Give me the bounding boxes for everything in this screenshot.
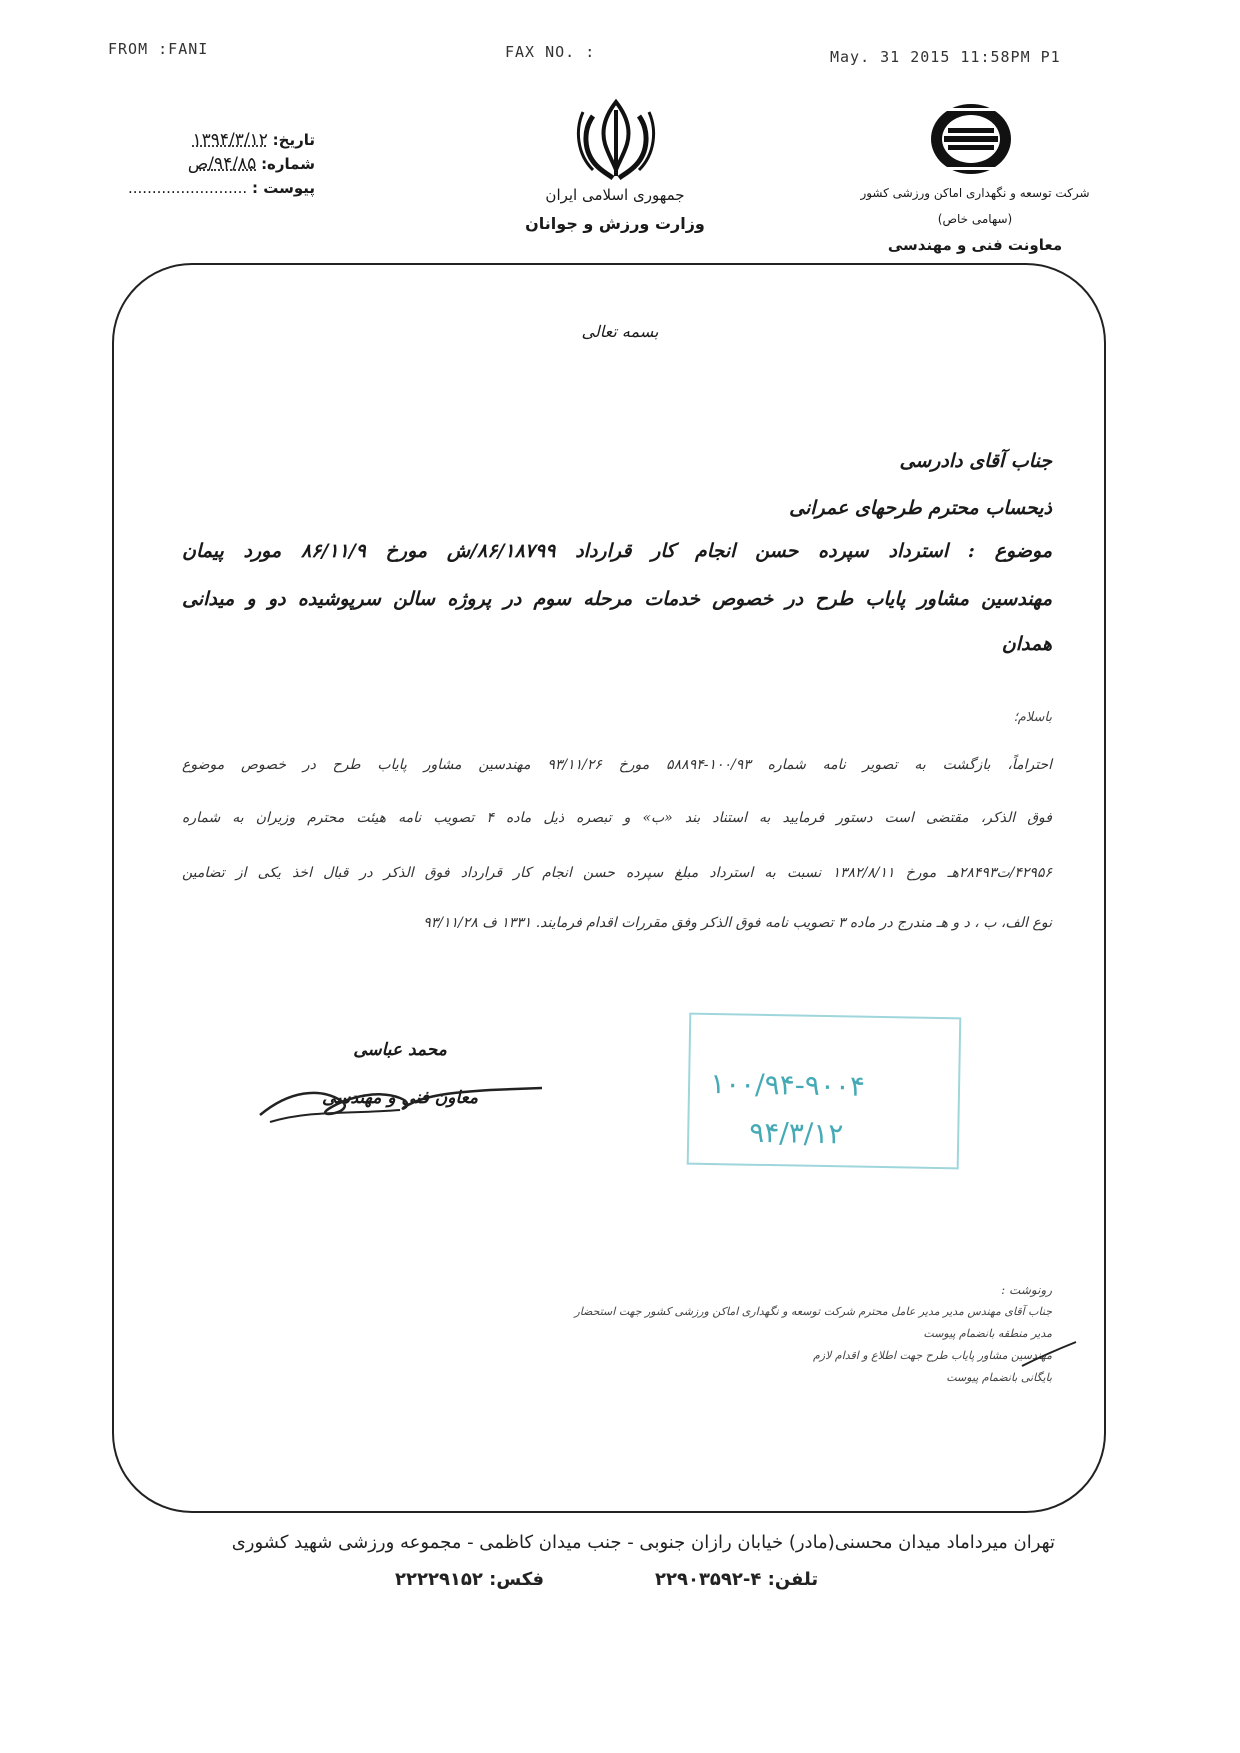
- recipient-title: ذیحساب محترم طرحهای عمرانی: [789, 497, 1052, 519]
- company-type: (سهامی خاص): [937, 212, 1013, 226]
- subject-line-2: مهندسین مشاور پایاب طرح در خصوص خدمات مرحله سوم در پروژه سالن سرپوشیده دو و میدانی: [182, 588, 1052, 610]
- letter-meta: [120, 128, 315, 200]
- signatory-name: محمد عباسی: [353, 1040, 447, 1060]
- cc-item: مهندسین مشاور پایاب طرح جهت اطلاع و اقدام لازم: [813, 1349, 1052, 1362]
- body-line-2: فوق الذکر، مقتضی است دستور فرمایید به استناد بند «ب» و تبصره ذیل ماده ۴ تصویب نامه هیئت محترم وزیران به شماره: [182, 810, 1052, 826]
- company-name: شرکت توسعه و نگهداری اماکن ورزشی کشور: [860, 186, 1090, 200]
- number-value: ۹۴/۸۵/ص: [187, 154, 257, 174]
- date-value: ۱۳۹۴/۳/۱۲: [192, 130, 268, 150]
- date-row: [120, 128, 315, 152]
- body-line-1: احتراماً، بازگشت به تصویر نامه شماره ۱۰۰/۹۳-۵۸۸۹۴ مورخ ۹۳/۱۱/۲۶ مهندسین مشاور پایاب طرح در خصوص موضوع: [182, 757, 1052, 773]
- ministry-name: وزارت ورزش و جوانان: [525, 214, 705, 233]
- number-row: [120, 152, 315, 176]
- attachment-value: .........................: [128, 179, 248, 197]
- stamp-date-value: ۹۴/۳/۱۲: [748, 1115, 844, 1151]
- bismillah: بسمه تعالی: [581, 322, 659, 341]
- company-logo-icon: [928, 100, 1014, 178]
- date-label: تاریخ:: [272, 131, 315, 149]
- attachment-row: [120, 176, 315, 200]
- number-label: شماره:: [261, 155, 315, 173]
- footer-address: تهران میرداماد میدان محسنی(مادر) خیابان رازان جنوبی - جنب میدان کاظمی - مجموعه ورزشی شهید کشوری: [231, 1532, 1055, 1553]
- subject-line-1: موضوع : استرداد سپرده حسن انجام کار قرارداد ۸۶/۱۸۷۹۹/ش مورخ ۸۶/۱۱/۹ مورد پیمان: [182, 540, 1052, 562]
- body-line-3: ۴۲۹۵۶/ت۲۸۴۹۳هـ مورخ ۱۳۸۲/۸/۱۱ نسبت به استرداد مبلغ سپرده حسن انجام کار قرارداد فوق الذکر در قبال اخذ یکی از تضامین: [182, 865, 1052, 881]
- attachment-label: پیوست :: [251, 179, 315, 197]
- checkmark-scribble-icon: [1018, 1340, 1080, 1370]
- company-department: معاونت فنی و مهندسی: [887, 236, 1063, 254]
- greeting: باسلام؛: [1013, 710, 1052, 725]
- subject-line-3: همدان: [1001, 633, 1052, 655]
- body-line-4: نوع الف، ب ، د و هـ مندرج در ماده ۳ تصویب نامه فوق الذکر وفق مقررات اقدام فرمایند. ۱۳۳۱ ف ۹۳/۱۱/۲۸: [423, 915, 1052, 931]
- cc-item: بایگانی بانضمام پیوست: [946, 1371, 1052, 1384]
- stamp-number-value: ۱۰۰/۹۴-۹۰۰۴: [709, 1067, 866, 1103]
- iran-emblem-icon: [571, 96, 661, 182]
- footer-fax: فکس: ۲۲۲۲۹۱۵۲: [395, 1569, 545, 1590]
- fax-from: FROM :FANI: [108, 40, 209, 58]
- fax-timestamp: May. 31 2015 11:58PM P1: [830, 48, 1061, 66]
- recipient-name: جناب آقای دادرسی: [899, 450, 1052, 472]
- receipt-stamp: [687, 1013, 962, 1170]
- cc-list: [492, 1305, 1052, 1393]
- cc-item: جناب آقای مهندس مدیر مدیر عامل محترم شرکت توسعه و نگهداری اماکن ورزشی کشور جهت استحضار: [574, 1305, 1052, 1318]
- footer-phone: تلفن: ۴-۲۲۹۰۳۵۹۲: [655, 1569, 819, 1590]
- cc-label: رونوشت :: [1001, 1283, 1052, 1297]
- signatory-title: معاون فنی و مهندسی: [322, 1088, 478, 1108]
- handwritten-signature-icon: [250, 1070, 550, 1130]
- fax-number: FAX NO. :: [505, 43, 596, 61]
- republic-title: جمهوری اسلامی ایران: [545, 186, 685, 204]
- cc-item: مدیر منطقه بانضمام پیوست: [923, 1327, 1052, 1340]
